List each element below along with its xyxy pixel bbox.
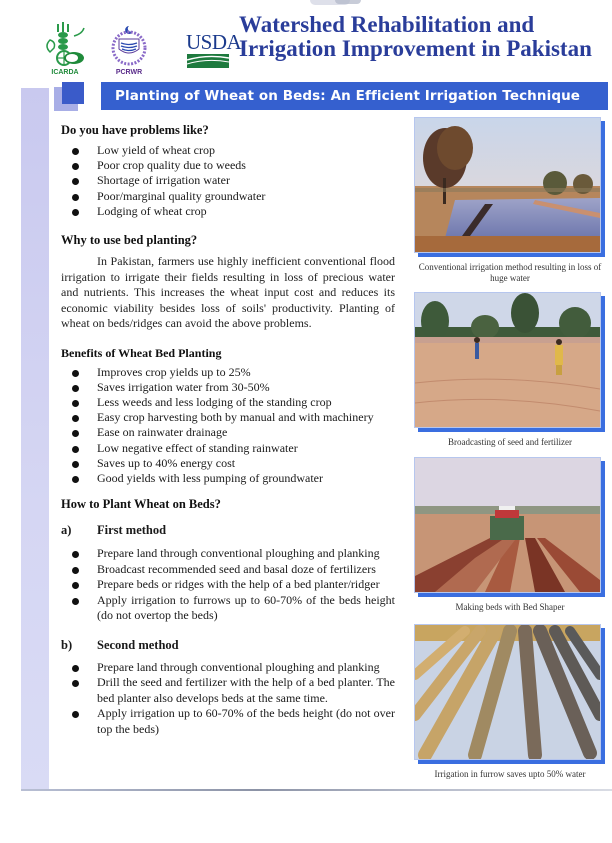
list-item: Less weeds and less lodging of the standing crop — [61, 395, 395, 410]
list-item: Saves irrigation water from 30-50% — [61, 380, 395, 395]
photo-caption: Conventional irrigation method resulting in loss of huge water — [418, 262, 602, 283]
list-item: Low negative effect of standing rainwater — [61, 441, 395, 456]
list-item: Improves crop yields up to 25% — [61, 365, 395, 380]
section-banner: Planting of Wheat on Beds: An Efficient Irrigation Technique — [101, 82, 608, 110]
method-letter: b) — [61, 637, 73, 652]
furrow-irrigation-photo — [414, 624, 601, 760]
side-band-decoration — [21, 88, 49, 790]
method-b-heading — [61, 638, 395, 653]
problems-heading: Do you have problems like? — [61, 123, 209, 137]
list-item: Low yield of wheat crop — [61, 143, 395, 158]
scan-artifact — [335, 0, 361, 4]
list-item: Prepare land through conventional ploughing and planking — [61, 546, 395, 562]
list-item: Shortage of irrigation water — [61, 173, 395, 188]
list-item: Ease on rainwater drainage — [61, 425, 395, 440]
flooded-field-image-icon — [415, 118, 600, 252]
why-heading: Why to use bed planting? — [61, 233, 198, 248]
method-title: First method — [97, 523, 167, 538]
flood-irrigation-photo — [414, 117, 601, 253]
pcrwr-emblem-icon — [108, 24, 150, 66]
usda-field-swoosh-icon — [187, 54, 229, 68]
method-letter: a) — [61, 523, 72, 538]
method-a-steps — [61, 546, 395, 624]
page-title — [239, 13, 609, 61]
method-a-heading — [61, 523, 395, 538]
list-item: Lodging of wheat crop — [61, 204, 395, 219]
list-item: Prepare land through conventional ploughing and planking — [61, 660, 395, 676]
list-item: Drill the seed and fertilizer with the help of a bed planter. The bed planter also develops beds at the same time. — [61, 675, 395, 706]
main-content — [61, 120, 395, 737]
page-title-line1: Watershed Rehabilitation and — [239, 12, 535, 37]
method-title: Second method — [97, 637, 179, 652]
pcrwr-logo — [108, 24, 150, 76]
wheat-globe-icon — [42, 22, 88, 66]
list-item: Poor crop quality due to weeds — [61, 158, 395, 173]
pcrwr-caption: PCRWR — [115, 69, 143, 76]
list-item: Easy crop harvesting both by manual and with machinery — [61, 410, 395, 425]
list-item: Saves up to 40% energy cost — [61, 456, 395, 471]
usda-wordmark: USDA — [186, 30, 242, 54]
how-heading: How to Plant Wheat on Beds? — [61, 497, 221, 512]
photo-caption: Broadcasting of seed and fertilizer — [448, 437, 572, 447]
list-item: Prepare beds or ridges with the help of a bed planter/ridger — [61, 577, 395, 593]
broadcasting-photo — [414, 292, 601, 428]
photo-bed-shaper — [414, 457, 604, 613]
photo-caption: Irrigation in furrow saves upto 50% water — [434, 769, 586, 779]
list-item: Apply irrigation up to 60-70% of the beds height (do not over top the beds) — [61, 706, 395, 737]
photo-broadcasting — [414, 292, 604, 448]
list-item: Good yields with less pumping of groundwater — [61, 471, 395, 486]
benefits-list — [61, 365, 395, 487]
method-b-steps — [61, 660, 395, 738]
photo-caption: Making beds with Bed Shaper — [455, 602, 565, 612]
photo-flood-irrigation — [414, 117, 604, 284]
list-item: Poor/marginal quality groundwater — [61, 189, 395, 204]
list-item: Broadcast recommended seed and basal doze of fertilizers — [61, 562, 395, 578]
page-title-line2: Irrigation Improvement in Pakistan — [239, 36, 592, 61]
square-decoration-dark — [62, 82, 84, 104]
bed-shaper-photo — [414, 457, 601, 593]
photo-furrow-irrigation — [414, 624, 604, 780]
why-paragraph: In Pakistan, farmers use highly inefficient conventional flood irrigation to irrigate their fields resulting in loss of precious water and nutrients. This increases the wheat input cost and reduces its economic viability besides loss of soils' productivity. Planting of wheat on beds/ridges can avoid the above problems. — [61, 254, 395, 331]
icarda-logo — [42, 22, 88, 76]
list-item: Apply irrigation to furrows up to 60-70% of the beds height (do not overtop the beds) — [61, 593, 395, 624]
furrow-water-image-icon — [415, 625, 600, 759]
tractor-beds-image-icon — [415, 458, 600, 592]
problems-list — [61, 143, 395, 219]
benefits-heading: Benefits of Wheat Bed Planting — [61, 345, 222, 360]
field-workers-image-icon — [415, 293, 600, 427]
icarda-caption: ICARDA — [51, 69, 79, 76]
usda-logo — [186, 30, 242, 68]
bottom-divider — [21, 789, 612, 791]
